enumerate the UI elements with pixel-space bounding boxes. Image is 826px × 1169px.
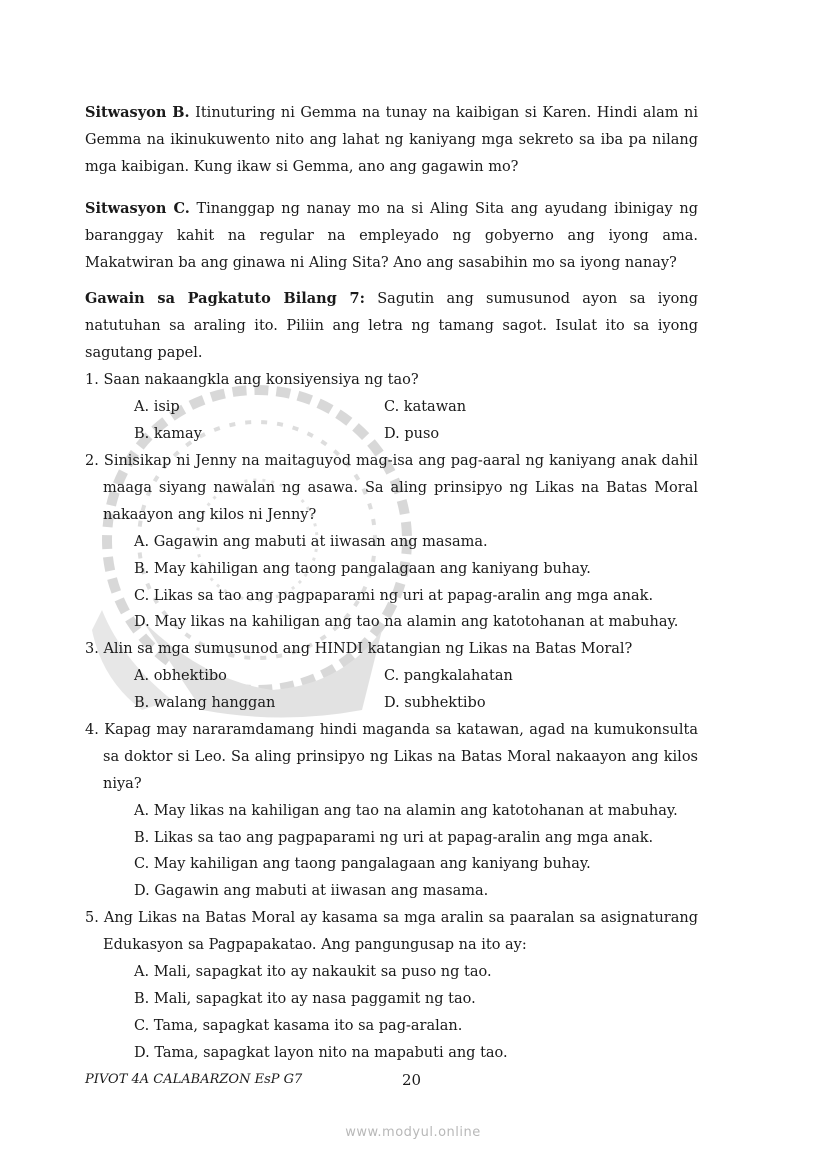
- q4-option-d: D. Gagawin ang mabuti at iiwasan ang masama.: [134, 883, 489, 899]
- footer-publication: PIVOT 4A CALABARZON EsP G7: [85, 1072, 303, 1087]
- q2-option-c: C. Likas sa tao ang pagpaparami ng uri at papag-aralin ang mga anak.: [134, 588, 654, 604]
- q3-option-d: D. subhektibo: [384, 695, 486, 711]
- q1-option-b: B. kamay: [134, 426, 202, 442]
- q4-option-c: C. May kahiligan ang taong pangalagaan ang kaniyang buhay.: [134, 856, 591, 872]
- question-2: 2. Sinisikap ni Jenny na maitaguyod mag-isa ang pag-aaral ng kaniyang anak dahil maaga siyang nawalan ng asawa. Sa aling prinsipyo ng Likas na Batas Moral nakaayon ang kilos ni Jenny?: [85, 453, 698, 523]
- q2-option-a: A. Gagawin ang mabuti at iiwasan ang masama.: [134, 534, 488, 550]
- q1-option-d: D. puso: [384, 426, 440, 442]
- q5-option-c: C. Tama, sapagkat kasama ito sa pag-aralan.: [134, 1018, 463, 1034]
- question-4: 4. Kapag may nararamdamang hindi maganda sa katawan, agad na kumukonsulta sa doktor si Leo. Sa aling prinsipyo ng Likas na Batas Moral nakaayon ang kilos niya?: [85, 722, 698, 792]
- gawain-label: Gawain sa Pagkatuto Bilang 7:: [85, 290, 365, 307]
- sitwasyon-b-label: Sitwasyon B.: [85, 104, 190, 121]
- q4-option-a: A. May likas na kahiligan ang tao na alamin ang katotohanan at mabuhay.: [134, 803, 678, 819]
- gawain-text: Sagutin ang sumusunod ayon sa iyong natutuhan sa araling ito. Piliin ang letra ng tamang sagot. Isulat ito sa iyong sagutang papel.: [85, 291, 698, 361]
- q5-option-d: D. Tama, sapagkat layon nito na mapabuti ang tao.: [134, 1045, 508, 1061]
- q3-option-a: A. obhektibo: [134, 668, 227, 684]
- q3-option-b: B. walang hanggan: [134, 695, 276, 711]
- question-5: 5. Ang Likas na Batas Moral ay kasama sa mga aralin sa paaralan sa asignaturang Edukasyon sa Pagpapakatao. Ang pangungusap na ito ay:: [85, 910, 698, 953]
- site-watermark: www.modyul.online: [345, 1125, 481, 1140]
- question-1: 1. Saan nakaangkla ang konsiyensiya ng tao?: [85, 372, 419, 388]
- page-number: 20: [402, 1071, 422, 1089]
- q5-option-a: A. Mali, sapagkat ito ay nakaukit sa puso ng tao.: [134, 964, 492, 980]
- q4-option-b: B. Likas sa tao ang pagpaparami ng uri at papag-aralin ang mga anak.: [134, 830, 654, 846]
- sitwasyon-b-text: Itinuturing ni Gemma na tunay na kaibigan si Karen. Hindi alam ni Gemma na ikinukuwento nito ang lahat ng kaniyang mga sekreto sa iba pa nilang mga kaibigan. Kung ikaw si Gemma, ano ang gagawin mo?: [85, 105, 698, 175]
- q1-option-c: C. katawan: [384, 399, 467, 415]
- sitwasyon-c: [85, 196, 698, 276]
- q1-option-a: A. isip: [134, 399, 180, 415]
- question-3: 3. Alin sa mga sumusunod ang HINDI katangian ng Likas na Batas Moral?: [85, 641, 633, 657]
- sitwasyon-c-text: Tinanggap ng nanay mo na si Aling Sita ang ayudang ibinigay ng baranggay kahit na regular na empleyado ng gobyerno ang iyong ama. Makatwiran ba ang ginawa ni Aling Sita? Ano ang sasabihin mo sa iyong nanay?: [85, 201, 699, 271]
- sitwasyon-b: [85, 100, 698, 180]
- q5-option-b: B. Mali, sapagkat ito ay nasa paggamit ng tao.: [134, 991, 476, 1007]
- sitwasyon-c-label: Sitwasyon C.: [85, 200, 190, 217]
- gawain-instructions: [85, 286, 698, 366]
- q3-option-c: C. pangkalahatan: [384, 668, 513, 684]
- q2-option-d: D. May likas na kahiligan ang tao na alamin ang katotohanan at mabuhay.: [134, 614, 679, 630]
- q2-option-b: B. May kahiligan ang taong pangalagaan ang kaniyang buhay.: [134, 561, 591, 577]
